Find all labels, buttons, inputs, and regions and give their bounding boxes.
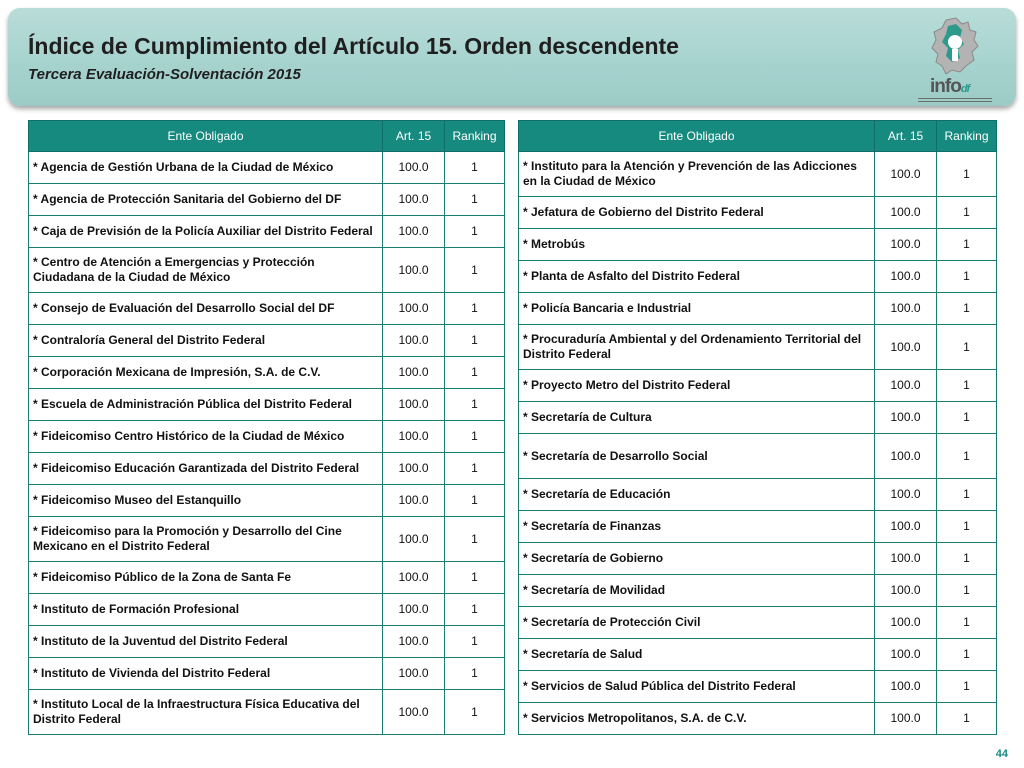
ente-cell: * Fideicomiso Educación Garantizada del Distrito Federal xyxy=(29,453,383,485)
art15-value: 100.0 xyxy=(383,152,445,184)
ranking-value: 1 xyxy=(445,690,505,735)
ranking-value: 1 xyxy=(445,485,505,517)
column-header-ranking: Ranking xyxy=(445,121,505,152)
ranking-value: 1 xyxy=(937,229,997,261)
art15-value: 100.0 xyxy=(875,479,937,511)
table-row xyxy=(519,434,997,479)
ranking-value: 1 xyxy=(445,389,505,421)
art15-value: 100.0 xyxy=(383,357,445,389)
table-row xyxy=(29,485,505,517)
ente-cell: * Secretaría de Desarrollo Social xyxy=(519,434,875,479)
table-row xyxy=(519,575,997,607)
ranking-value: 1 xyxy=(937,575,997,607)
table-row xyxy=(29,152,505,184)
ranking-value: 1 xyxy=(937,325,997,370)
table-row xyxy=(519,479,997,511)
art15-value: 100.0 xyxy=(383,325,445,357)
logo-caption-lines xyxy=(918,98,992,106)
table-row xyxy=(29,658,505,690)
art15-value: 100.0 xyxy=(875,703,937,735)
ranking-value: 1 xyxy=(445,325,505,357)
ente-cell: * Fideicomiso Museo del Estanquillo xyxy=(29,485,383,517)
art15-value: 100.0 xyxy=(383,184,445,216)
ranking-value: 1 xyxy=(445,626,505,658)
ranking-value: 1 xyxy=(445,517,505,562)
table-row xyxy=(519,671,997,703)
table-row xyxy=(29,216,505,248)
table-row xyxy=(519,703,997,735)
table-row xyxy=(519,229,997,261)
art15-value: 100.0 xyxy=(875,639,937,671)
art15-value: 100.0 xyxy=(875,197,937,229)
table-row xyxy=(519,543,997,575)
right-ranking-table xyxy=(518,120,997,735)
ente-cell: * Consejo de Evaluación del Desarrollo Social del DF xyxy=(29,293,383,325)
ente-cell: * Instituto Local de la Infraestructura Física Educativa del Distrito Federal xyxy=(29,690,383,735)
page-subtitle: Tercera Evaluación-Solventación 2015 xyxy=(28,66,301,83)
ente-cell: * Secretaría de Protección Civil xyxy=(519,607,875,639)
table-row xyxy=(29,325,505,357)
art15-value: 100.0 xyxy=(383,453,445,485)
ranking-value: 1 xyxy=(445,594,505,626)
ente-cell: * Instituto de la Juventud del Distrito Federal xyxy=(29,626,383,658)
art15-value: 100.0 xyxy=(383,517,445,562)
ente-cell: * Fideicomiso Público de la Zona de Santa Fe xyxy=(29,562,383,594)
ente-cell: * Secretaría de Gobierno xyxy=(519,543,875,575)
ranking-value: 1 xyxy=(937,671,997,703)
art15-value: 100.0 xyxy=(383,421,445,453)
ente-cell: * Agencia de Protección Sanitaria del Gobierno del DF xyxy=(29,184,383,216)
art15-value: 100.0 xyxy=(383,485,445,517)
art15-value: 100.0 xyxy=(383,594,445,626)
ente-cell: * Agencia de Gestión Urbana de la Ciudad de México xyxy=(29,152,383,184)
table-row xyxy=(29,184,505,216)
ranking-value: 1 xyxy=(445,658,505,690)
ente-cell: * Procuraduría Ambiental y del Ordenamiento Territorial del Distrito Federal xyxy=(519,325,875,370)
ranking-value: 1 xyxy=(445,421,505,453)
art15-value: 100.0 xyxy=(383,562,445,594)
art15-value: 100.0 xyxy=(383,389,445,421)
table-row xyxy=(519,402,997,434)
ente-cell: * Metrobús xyxy=(519,229,875,261)
left-table-body xyxy=(29,152,505,735)
art15-value: 100.0 xyxy=(383,690,445,735)
ranking-value: 1 xyxy=(937,703,997,735)
art15-value: 100.0 xyxy=(875,229,937,261)
table-row xyxy=(519,370,997,402)
ranking-value: 1 xyxy=(445,184,505,216)
art15-value: 100.0 xyxy=(875,261,937,293)
ranking-value: 1 xyxy=(937,370,997,402)
art15-value: 100.0 xyxy=(875,511,937,543)
ranking-value: 1 xyxy=(937,402,997,434)
art15-value: 100.0 xyxy=(875,575,937,607)
ranking-value: 1 xyxy=(937,293,997,325)
art15-value: 100.0 xyxy=(875,434,937,479)
ente-cell: * Planta de Asfalto del Distrito Federal xyxy=(519,261,875,293)
ranking-value: 1 xyxy=(445,562,505,594)
table-row xyxy=(29,594,505,626)
table-row xyxy=(29,626,505,658)
ente-cell: * Proyecto Metro del Distrito Federal xyxy=(519,370,875,402)
table-row xyxy=(29,690,505,735)
art15-value: 100.0 xyxy=(875,671,937,703)
ranking-value: 1 xyxy=(445,152,505,184)
ente-cell: * Instituto de Vivienda del Distrito Federal xyxy=(29,658,383,690)
art15-value: 100.0 xyxy=(383,626,445,658)
ente-cell: * Instituto de Formación Profesional xyxy=(29,594,383,626)
right-table-body xyxy=(519,152,997,735)
ranking-value: 1 xyxy=(445,216,505,248)
ente-cell: * Secretaría de Salud xyxy=(519,639,875,671)
ranking-value: 1 xyxy=(937,261,997,293)
art15-value: 100.0 xyxy=(875,293,937,325)
ente-cell: * Policía Bancaria e Industrial xyxy=(519,293,875,325)
table-row xyxy=(519,511,997,543)
ente-cell: * Secretaría de Finanzas xyxy=(519,511,875,543)
ente-cell: * Servicios de Salud Pública del Distrito Federal xyxy=(519,671,875,703)
art15-value: 100.0 xyxy=(383,658,445,690)
ente-cell: * Caja de Previsión de la Policía Auxiliar del Distrito Federal xyxy=(29,216,383,248)
table-row xyxy=(29,357,505,389)
art15-value: 100.0 xyxy=(383,216,445,248)
table-row xyxy=(519,325,997,370)
ranking-value: 1 xyxy=(937,543,997,575)
table-row xyxy=(29,562,505,594)
table-header-row xyxy=(519,121,997,152)
ranking-value: 1 xyxy=(937,639,997,671)
art15-value: 100.0 xyxy=(875,543,937,575)
ranking-value: 1 xyxy=(445,453,505,485)
table-row xyxy=(519,152,997,197)
art15-value: 100.0 xyxy=(875,152,937,197)
column-header-art15: Art. 15 xyxy=(383,121,445,152)
ente-cell: * Fideicomiso para la Promoción y Desarrollo del Cine Mexicano en el Distrito Federal xyxy=(29,517,383,562)
art15-value: 100.0 xyxy=(875,402,937,434)
table-row xyxy=(519,293,997,325)
art15-value: 100.0 xyxy=(875,607,937,639)
page-number: 44 xyxy=(995,748,1008,760)
city-map-icon xyxy=(916,16,994,78)
column-header-ente: Ente Obligado xyxy=(29,121,383,152)
ente-cell: * Secretaría de Movilidad xyxy=(519,575,875,607)
table-row xyxy=(519,639,997,671)
ente-cell: * Fideicomiso Centro Histórico de la Ciudad de México xyxy=(29,421,383,453)
ente-cell: * Jefatura de Gobierno del Distrito Federal xyxy=(519,197,875,229)
ente-cell: * Escuela de Administración Pública del Distrito Federal xyxy=(29,389,383,421)
column-header-ranking: Ranking xyxy=(937,121,997,152)
column-header-ente: Ente Obligado xyxy=(519,121,875,152)
art15-value: 100.0 xyxy=(383,293,445,325)
ranking-value: 1 xyxy=(937,434,997,479)
ranking-value: 1 xyxy=(937,152,997,197)
table-row xyxy=(29,248,505,293)
table-row xyxy=(29,453,505,485)
page-title: Índice de Cumplimiento del Artículo 15. Orden descendente xyxy=(28,33,679,59)
art15-value: 100.0 xyxy=(383,248,445,293)
column-header-art15: Art. 15 xyxy=(875,121,937,152)
table-row xyxy=(29,421,505,453)
table-row xyxy=(29,517,505,562)
ente-cell: * Corporación Mexicana de Impresión, S.A. de C.V. xyxy=(29,357,383,389)
art15-value: 100.0 xyxy=(875,370,937,402)
ente-cell: * Centro de Atención a Emergencias y Protección Ciudadana de la Ciudad de México xyxy=(29,248,383,293)
ranking-value: 1 xyxy=(445,293,505,325)
table-row xyxy=(519,261,997,293)
infodf-logo xyxy=(916,16,994,106)
ente-cell: * Instituto para la Atención y Prevención de las Adicciones en la Ciudad de México xyxy=(519,152,875,197)
table-row xyxy=(29,293,505,325)
ranking-value: 1 xyxy=(937,511,997,543)
ente-cell: * Secretaría de Cultura xyxy=(519,402,875,434)
logo-wordmark: infodf xyxy=(930,76,970,97)
table-row xyxy=(29,389,505,421)
ente-cell: * Secretaría de Educación xyxy=(519,479,875,511)
left-ranking-table xyxy=(28,120,505,735)
art15-value: 100.0 xyxy=(875,325,937,370)
ranking-value: 1 xyxy=(445,248,505,293)
header-banner xyxy=(8,8,1016,106)
ranking-value: 1 xyxy=(937,197,997,229)
ranking-value: 1 xyxy=(937,479,997,511)
table-row xyxy=(519,197,997,229)
ente-cell: * Servicios Metropolitanos, S.A. de C.V. xyxy=(519,703,875,735)
ranking-value: 1 xyxy=(937,607,997,639)
ranking-value: 1 xyxy=(445,357,505,389)
ente-cell: * Contraloría General del Distrito Federal xyxy=(29,325,383,357)
table-header-row xyxy=(29,121,505,152)
table-row xyxy=(519,607,997,639)
